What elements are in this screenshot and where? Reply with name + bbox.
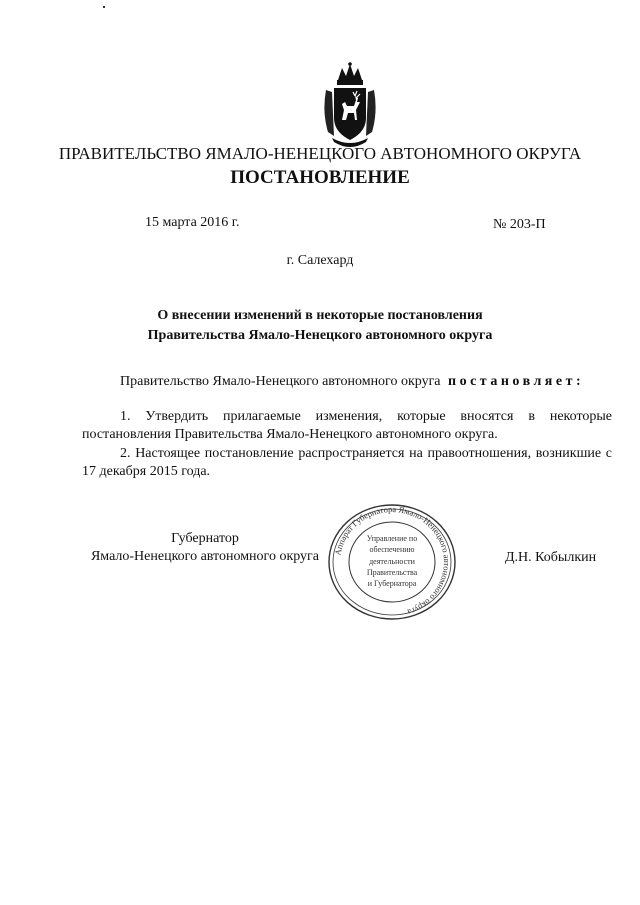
- document-date: 15 марта 2016 г.: [145, 215, 240, 230]
- scan-artifact: [103, 6, 105, 8]
- preamble: [120, 374, 584, 390]
- seal-inner-line-1: Управление по: [366, 534, 418, 543]
- official-seal: [327, 503, 457, 621]
- coat-of-arms-emblem: [320, 62, 380, 150]
- signatory-title-line-2: Ямало-Ненецкого автономного округа: [90, 549, 320, 564]
- paragraph-2: 2. Настоящее постановление распространяется на правоотношения, возникшие с 17 декабря 2015 года.: [82, 446, 612, 479]
- seal-outer-text-path: Аппарат Губернатора Ямало-Ненецкого автономного округа: [332, 503, 453, 618]
- paragraph-1: 1. Утвердить прилагаемые изменения, которые вносятся в некоторые постановления Правительства Ямало-Ненецкого автономного округа.: [82, 409, 612, 442]
- seal-inner-line-2: обеспечению: [369, 545, 415, 554]
- signatory-title-line-1: Губернатор: [171, 531, 239, 546]
- signatory-title: [80, 530, 330, 566]
- subject-line-1: О внесении изменений в некоторые постановления: [157, 308, 483, 323]
- document-subject: [0, 306, 640, 346]
- preamble-text: Правительство Ямало-Ненецкого автономного округа: [120, 374, 441, 389]
- document-number: № 203-П: [493, 217, 546, 232]
- document-city: г. Салехард: [286, 253, 354, 268]
- document-type-title: ПОСТАНОВЛЕНИЕ: [230, 167, 410, 188]
- subject-line-2: Правительства Ямало-Ненецкого автономного округа: [147, 328, 493, 343]
- government-name: ПРАВИТЕЛЬСТВО ЯМАЛО-НЕНЕЦКОГО АВТОНОМНОГО ОКРУГА: [58, 144, 582, 163]
- decree-word: постановляет:: [448, 374, 585, 389]
- seal-inner-line-5: и Губернатора: [367, 579, 417, 588]
- seal-inner-line-3: деятельности: [369, 557, 415, 566]
- signatory-name: Д.Н. Кобылкин: [505, 550, 597, 565]
- seal-inner-line-4: Правительства: [366, 568, 418, 577]
